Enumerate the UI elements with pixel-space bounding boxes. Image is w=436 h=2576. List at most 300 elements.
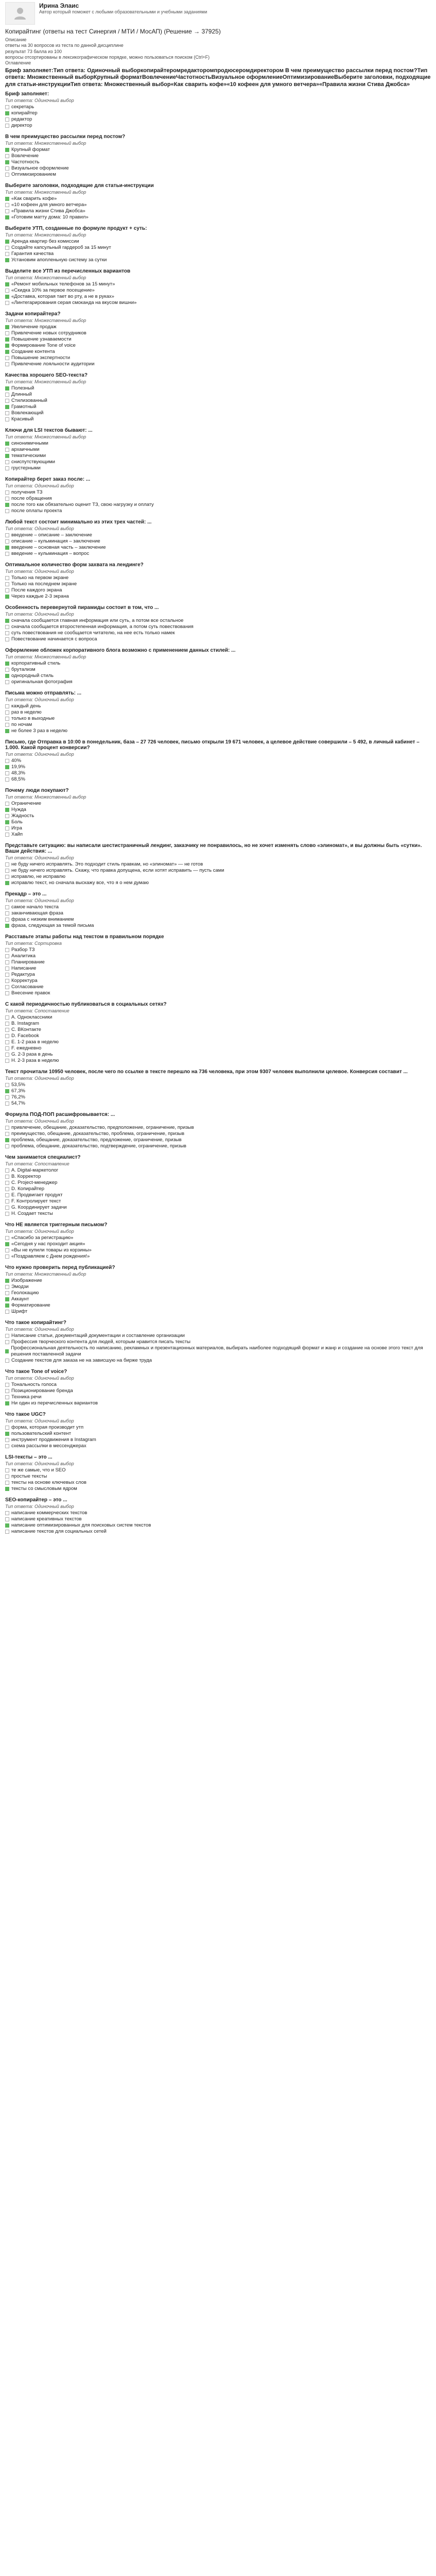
answer-option-correct[interactable]	[5, 349, 431, 355]
checkbox-icon[interactable]	[5, 1475, 9, 1479]
checkbox-icon[interactable]	[5, 1444, 9, 1448]
checkbox-icon[interactable]	[5, 411, 9, 415]
answer-option[interactable]	[5, 1058, 431, 1064]
checked-box-icon[interactable]	[5, 1487, 9, 1491]
answer-option[interactable]	[5, 1473, 431, 1480]
answer-option[interactable]	[5, 965, 431, 972]
answer-option[interactable]	[5, 953, 431, 959]
answer-option-correct[interactable]	[5, 239, 431, 245]
answer-option[interactable]	[5, 459, 431, 465]
checked-box-icon[interactable]	[5, 1138, 9, 1142]
answer-option-correct[interactable]	[5, 281, 431, 287]
checkbox-icon[interactable]	[5, 399, 9, 403]
checked-box-icon[interactable]	[5, 160, 9, 164]
checkbox-icon[interactable]	[5, 1255, 9, 1259]
answer-option[interactable]	[5, 1052, 431, 1058]
answer-option[interactable]	[5, 410, 431, 416]
answer-option[interactable]	[5, 1027, 431, 1033]
checkbox-icon[interactable]	[5, 209, 9, 213]
checkbox-icon[interactable]	[5, 1212, 9, 1216]
checkbox-icon[interactable]	[5, 862, 9, 867]
checkbox-icon[interactable]	[5, 991, 9, 995]
answer-option[interactable]	[5, 165, 431, 172]
checkbox-icon[interactable]	[5, 1395, 9, 1399]
checkbox-icon[interactable]	[5, 1168, 9, 1173]
answer-option-correct[interactable]	[5, 594, 431, 600]
answer-option-correct[interactable]	[5, 1431, 431, 1437]
answer-option[interactable]	[5, 1045, 431, 1052]
checked-box-icon[interactable]	[5, 619, 9, 623]
answer-option[interactable]	[5, 447, 431, 453]
checkbox-icon[interactable]	[5, 117, 9, 122]
checkbox-icon[interactable]	[5, 1046, 9, 1050]
checkbox-icon[interactable]	[5, 973, 9, 977]
checkbox-icon[interactable]	[5, 954, 9, 958]
answer-option[interactable]	[5, 1425, 431, 1431]
checked-box-icon[interactable]	[5, 1432, 9, 1436]
answer-option[interactable]	[5, 330, 431, 336]
answer-text: D. Копирайтер	[11, 1185, 45, 1192]
checked-box-icon[interactable]	[5, 295, 9, 299]
answer-option-correct[interactable]	[5, 728, 431, 734]
checkbox-icon[interactable]	[5, 582, 9, 586]
checkbox-icon[interactable]	[5, 1101, 9, 1106]
checkbox-icon[interactable]	[5, 246, 9, 250]
checked-box-icon[interactable]	[5, 1523, 9, 1528]
checkbox-icon[interactable]	[5, 1530, 9, 1534]
checkbox-icon[interactable]	[5, 1187, 9, 1191]
answer-option-correct[interactable]	[5, 1137, 431, 1143]
answer-option[interactable]	[5, 1211, 431, 1217]
checkbox-icon[interactable]	[5, 723, 9, 727]
checkbox-icon[interactable]	[5, 1310, 9, 1314]
checkbox-icon[interactable]	[5, 1034, 9, 1038]
checkbox-icon[interactable]	[5, 960, 9, 964]
checked-box-icon[interactable]	[5, 325, 9, 329]
checkbox-icon[interactable]	[5, 1359, 9, 1363]
checked-box-icon[interactable]	[5, 820, 9, 824]
checkbox-icon[interactable]	[5, 979, 9, 983]
checkbox-icon[interactable]	[5, 105, 9, 109]
checked-box-icon[interactable]	[5, 350, 9, 354]
answer-option[interactable]	[5, 1516, 431, 1522]
checkbox-icon[interactable]	[5, 1022, 9, 1026]
author-name[interactable]: Ирина Элаис	[39, 2, 79, 9]
answer-option[interactable]	[5, 508, 431, 514]
answer-option[interactable]	[5, 861, 431, 868]
checkbox-icon[interactable]	[5, 1028, 9, 1032]
checkbox-icon[interactable]	[5, 1199, 9, 1204]
checkbox-icon[interactable]	[5, 301, 9, 305]
checkbox-icon[interactable]	[5, 1291, 9, 1295]
checkbox-icon[interactable]	[5, 1083, 9, 1087]
checkbox-icon[interactable]	[5, 717, 9, 721]
checked-box-icon[interactable]	[5, 924, 9, 928]
checkbox-icon[interactable]	[5, 203, 9, 207]
answer-option[interactable]	[5, 1143, 431, 1149]
checkbox-icon[interactable]	[5, 1132, 9, 1136]
answer-option[interactable]	[5, 801, 431, 807]
answer-option-correct[interactable]	[5, 1241, 431, 1247]
checkbox-icon[interactable]	[5, 802, 9, 806]
checkbox-icon[interactable]	[5, 631, 9, 635]
answer-option[interactable]	[5, 825, 431, 832]
checkbox-icon[interactable]	[5, 985, 9, 989]
answer-option[interactable]	[5, 1309, 431, 1315]
answer-option[interactable]	[5, 1033, 431, 1039]
answer-option[interactable]	[5, 709, 431, 716]
checked-box-icon[interactable]	[5, 1303, 9, 1308]
answer-option[interactable]	[5, 1131, 431, 1137]
answer-option-correct[interactable]	[5, 880, 431, 886]
answer-option[interactable]	[5, 1180, 431, 1186]
checkbox-icon[interactable]	[5, 576, 9, 580]
checkbox-icon[interactable]	[5, 173, 9, 177]
answer-option[interactable]	[5, 624, 431, 630]
checkbox-icon[interactable]	[5, 490, 9, 495]
checkbox-icon[interactable]	[5, 552, 9, 556]
checkbox-icon[interactable]	[5, 918, 9, 922]
answer-option[interactable]	[5, 813, 431, 819]
checkbox-icon[interactable]	[5, 869, 9, 873]
checked-box-icon[interactable]	[5, 386, 9, 391]
answer-option[interactable]	[5, 392, 431, 398]
answer-option[interactable]	[5, 703, 431, 709]
checked-box-icon[interactable]	[5, 454, 9, 458]
checkbox-icon[interactable]	[5, 1206, 9, 1210]
answer-option[interactable]	[5, 1437, 431, 1443]
answer-text: «Спасибо за регистрацию»	[11, 1234, 74, 1241]
checkbox-icon[interactable]	[5, 1059, 9, 1063]
answer-option[interactable]	[5, 904, 431, 910]
answer-option[interactable]	[5, 1198, 431, 1205]
answer-option-correct[interactable]	[5, 404, 431, 410]
checkbox-icon[interactable]	[5, 1175, 9, 1179]
answer-option[interactable]	[5, 832, 431, 838]
answer-option[interactable]	[5, 959, 431, 965]
answer-option[interactable]	[5, 465, 431, 471]
checkbox-icon[interactable]	[5, 154, 9, 158]
answer-option[interactable]	[5, 917, 431, 923]
checkbox-icon[interactable]	[5, 668, 9, 672]
answer-option-correct[interactable]	[5, 545, 431, 551]
checkbox-icon[interactable]	[5, 1438, 9, 1442]
checkbox-icon[interactable]	[5, 1468, 9, 1472]
checkbox-icon[interactable]	[5, 833, 9, 837]
answer-option-correct[interactable]	[5, 110, 431, 116]
checkbox-icon[interactable]	[5, 1236, 9, 1240]
answer-option-correct[interactable]	[5, 324, 431, 330]
answer-option[interactable]	[5, 587, 431, 594]
checkbox-icon[interactable]	[5, 1517, 9, 1521]
answer-option-correct[interactable]	[5, 147, 431, 153]
checked-box-icon[interactable]	[5, 503, 9, 507]
checkbox-icon[interactable]	[5, 331, 9, 335]
checkbox-icon[interactable]	[5, 680, 9, 684]
answer-option-correct[interactable]	[5, 214, 431, 221]
answer-option[interactable]	[5, 361, 431, 367]
answer-option[interactable]	[5, 716, 431, 722]
answer-option[interactable]	[5, 489, 431, 496]
answer-option[interactable]	[5, 416, 431, 422]
answer-option[interactable]	[5, 300, 431, 306]
answer-option[interactable]	[5, 1480, 431, 1486]
answer-option[interactable]	[5, 972, 431, 978]
answer-option[interactable]	[5, 1358, 431, 1364]
answer-options	[5, 281, 431, 306]
checkbox-icon[interactable]	[5, 166, 9, 171]
checkbox-icon[interactable]	[5, 362, 9, 366]
checkbox-icon[interactable]	[5, 814, 9, 818]
checkbox-icon[interactable]	[5, 759, 9, 763]
question-title: Что такое Tone of voice?	[5, 1368, 67, 1375]
checked-box-icon[interactable]	[5, 674, 9, 678]
answer-options	[5, 489, 431, 514]
answer-option[interactable]	[5, 251, 431, 257]
answer-option[interactable]	[5, 551, 431, 557]
answer-option-correct[interactable]	[5, 257, 431, 263]
answer-option[interactable]	[5, 538, 431, 545]
question-block	[5, 268, 431, 306]
checked-box-icon[interactable]	[5, 662, 9, 666]
checkbox-icon[interactable]	[5, 356, 9, 360]
checkbox-icon[interactable]	[5, 1334, 9, 1338]
answer-option[interactable]	[5, 202, 431, 208]
answer-option[interactable]	[5, 1284, 431, 1290]
answer-option[interactable]	[5, 575, 431, 581]
answer-option[interactable]	[5, 978, 431, 984]
answer-option-correct[interactable]	[5, 1522, 431, 1529]
answer-option-correct[interactable]	[5, 159, 431, 165]
answer-option-correct[interactable]	[5, 1486, 431, 1492]
answer-option[interactable]	[5, 104, 431, 110]
checked-box-icon[interactable]	[5, 442, 9, 446]
checked-box-icon[interactable]	[5, 1242, 9, 1246]
checkbox-icon[interactable]	[5, 417, 9, 421]
checkbox-icon[interactable]	[5, 509, 9, 513]
checkbox-icon[interactable]	[5, 637, 9, 641]
answer-option[interactable]	[5, 1290, 431, 1296]
checked-box-icon[interactable]	[5, 765, 9, 769]
answer-option[interactable]	[5, 532, 431, 538]
checkbox-icon[interactable]	[5, 710, 9, 715]
answer-option[interactable]	[5, 990, 431, 996]
checked-box-icon[interactable]	[5, 282, 9, 286]
answer-option[interactable]	[5, 1388, 431, 1394]
answer-option[interactable]	[5, 1174, 431, 1180]
answer-option[interactable]	[5, 770, 431, 776]
answer-option-correct[interactable]	[5, 673, 431, 679]
checkbox-icon[interactable]	[5, 875, 9, 879]
answer-option[interactable]	[5, 581, 431, 587]
checked-box-icon[interactable]	[5, 729, 9, 733]
checkbox-icon[interactable]	[5, 539, 9, 544]
checkbox-icon[interactable]	[5, 1040, 9, 1044]
answer-text: Вовлечение	[11, 152, 39, 159]
checkbox-icon[interactable]	[5, 497, 9, 501]
answer-option[interactable]	[5, 636, 431, 642]
answer-option[interactable]	[5, 1253, 431, 1260]
checkbox-icon[interactable]	[5, 948, 9, 952]
checkbox-icon[interactable]	[5, 1181, 9, 1185]
answer-option[interactable]	[5, 1186, 431, 1192]
checkbox-icon[interactable]	[5, 1015, 9, 1020]
checkbox-icon[interactable]	[5, 704, 9, 708]
answer-option[interactable]	[5, 1100, 431, 1107]
answer-option[interactable]	[5, 287, 431, 294]
answer-option[interactable]	[5, 758, 431, 764]
answer-option-correct[interactable]	[5, 336, 431, 343]
answer-option[interactable]	[5, 496, 431, 502]
answer-option[interactable]	[5, 722, 431, 728]
answer-option-correct[interactable]	[5, 1400, 431, 1406]
answer-option[interactable]	[5, 630, 431, 636]
answer-option-correct[interactable]	[5, 294, 431, 300]
answer-option[interactable]	[5, 355, 431, 361]
answer-option-correct[interactable]	[5, 1345, 431, 1358]
checkbox-icon[interactable]	[5, 1095, 9, 1099]
checked-box-icon[interactable]	[5, 240, 9, 244]
answer-option[interactable]	[5, 245, 431, 251]
checked-box-icon[interactable]	[5, 881, 9, 885]
answer-option[interactable]	[5, 910, 431, 917]
answer-option[interactable]	[5, 1235, 431, 1241]
answer-text: корпоративный стиль	[11, 660, 61, 666]
answer-option[interactable]	[5, 1021, 431, 1027]
answer-option[interactable]	[5, 1125, 431, 1131]
answer-option[interactable]	[5, 1192, 431, 1198]
checkbox-icon[interactable]	[5, 1389, 9, 1393]
checkbox-icon[interactable]	[5, 1248, 9, 1252]
checked-box-icon[interactable]	[5, 258, 9, 262]
checkbox-icon[interactable]	[5, 588, 9, 592]
checked-box-icon[interactable]	[5, 595, 9, 599]
answer-option-correct[interactable]	[5, 660, 431, 667]
answer-option[interactable]	[5, 1205, 431, 1211]
checkbox-icon[interactable]	[5, 1144, 9, 1148]
answer-option-correct[interactable]	[5, 196, 431, 202]
answer-option[interactable]	[5, 1167, 431, 1174]
answer-option[interactable]	[5, 208, 431, 214]
answer-option[interactable]	[5, 1529, 431, 1535]
checked-box-icon[interactable]	[5, 1297, 9, 1301]
checked-box-icon[interactable]	[5, 1349, 9, 1353]
answer-option-correct[interactable]	[5, 440, 431, 447]
answer-option[interactable]	[5, 1082, 431, 1088]
answer-option[interactable]	[5, 679, 431, 685]
answer-option-correct[interactable]	[5, 807, 431, 813]
author-logo[interactable]	[5, 2, 35, 25]
answer-option-correct[interactable]	[5, 618, 431, 624]
answer-option-correct[interactable]	[5, 1278, 431, 1284]
checkbox-icon[interactable]	[5, 771, 9, 775]
checked-box-icon[interactable]	[5, 546, 9, 550]
checkbox-icon[interactable]	[5, 1193, 9, 1197]
checkbox-icon[interactable]	[5, 466, 9, 470]
checkbox-icon[interactable]	[5, 533, 9, 537]
checked-box-icon[interactable]	[5, 1089, 9, 1093]
checked-box-icon[interactable]	[5, 808, 9, 812]
answer-option[interactable]	[5, 667, 431, 673]
checkbox-icon[interactable]	[5, 124, 9, 128]
answer-option-correct[interactable]	[5, 764, 431, 770]
answer-option-correct[interactable]	[5, 819, 431, 825]
answer-text: Красивый	[11, 416, 34, 422]
answer-option-correct[interactable]	[5, 1088, 431, 1094]
answer-option[interactable]	[5, 1039, 431, 1045]
checkbox-icon[interactable]	[5, 826, 9, 831]
answer-option-correct[interactable]	[5, 1302, 431, 1309]
checkbox-icon[interactable]	[5, 1126, 9, 1130]
answer-option-correct[interactable]	[5, 385, 431, 392]
answer-option[interactable]	[5, 153, 431, 159]
answer-option[interactable]	[5, 398, 431, 404]
checked-box-icon[interactable]	[5, 197, 9, 201]
answer-option-correct[interactable]	[5, 1296, 431, 1302]
checked-box-icon[interactable]	[5, 337, 9, 342]
answer-option[interactable]	[5, 1510, 431, 1516]
answer-option-correct[interactable]	[5, 502, 431, 508]
checkbox-icon[interactable]	[5, 252, 9, 256]
checkbox-icon[interactable]	[5, 1285, 9, 1289]
answer-option[interactable]	[5, 984, 431, 990]
answer-option[interactable]	[5, 1333, 431, 1339]
checkbox-icon[interactable]	[5, 967, 9, 971]
checkbox-icon[interactable]	[5, 1426, 9, 1430]
checkbox-icon[interactable]	[5, 905, 9, 909]
answer-option[interactable]	[5, 1443, 431, 1449]
answer-option[interactable]	[5, 172, 431, 178]
checked-box-icon[interactable]	[5, 215, 9, 219]
checkbox-icon[interactable]	[5, 1511, 9, 1515]
checked-box-icon[interactable]	[5, 405, 9, 409]
answer-option[interactable]	[5, 1394, 431, 1400]
checkbox-icon[interactable]	[5, 1340, 9, 1344]
answer-option-correct[interactable]	[5, 453, 431, 459]
answer-option[interactable]	[5, 868, 431, 874]
checked-box-icon[interactable]	[5, 1401, 9, 1405]
checkbox-icon[interactable]	[5, 448, 9, 452]
answer-option-correct[interactable]	[5, 923, 431, 929]
user-icon	[12, 5, 28, 22]
checkbox-icon[interactable]	[5, 1481, 9, 1485]
checked-box-icon[interactable]	[5, 111, 9, 115]
answer-option-correct[interactable]	[5, 343, 431, 349]
checkbox-icon[interactable]	[5, 625, 9, 629]
checkbox-icon[interactable]	[5, 393, 9, 397]
answer-option[interactable]	[5, 776, 431, 783]
answer-option[interactable]	[5, 874, 431, 880]
answer-option[interactable]	[5, 1339, 431, 1345]
checked-box-icon[interactable]	[5, 148, 9, 152]
answer-option[interactable]	[5, 123, 431, 129]
answer-option[interactable]	[5, 1382, 431, 1388]
answer-option[interactable]	[5, 1094, 431, 1100]
checkbox-icon[interactable]	[5, 777, 9, 782]
answer-option[interactable]	[5, 1014, 431, 1021]
checked-box-icon[interactable]	[5, 1279, 9, 1283]
checkbox-icon[interactable]	[5, 289, 9, 293]
answer-option[interactable]	[5, 116, 431, 123]
answer-option[interactable]	[5, 1467, 431, 1473]
checkbox-icon[interactable]	[5, 1053, 9, 1057]
checkbox-icon[interactable]	[5, 460, 9, 464]
answer-option[interactable]	[5, 1247, 431, 1253]
checked-box-icon[interactable]	[5, 344, 9, 348]
answer-option[interactable]	[5, 947, 431, 953]
checkbox-icon[interactable]	[5, 1383, 9, 1387]
checkbox-icon[interactable]	[5, 911, 9, 916]
